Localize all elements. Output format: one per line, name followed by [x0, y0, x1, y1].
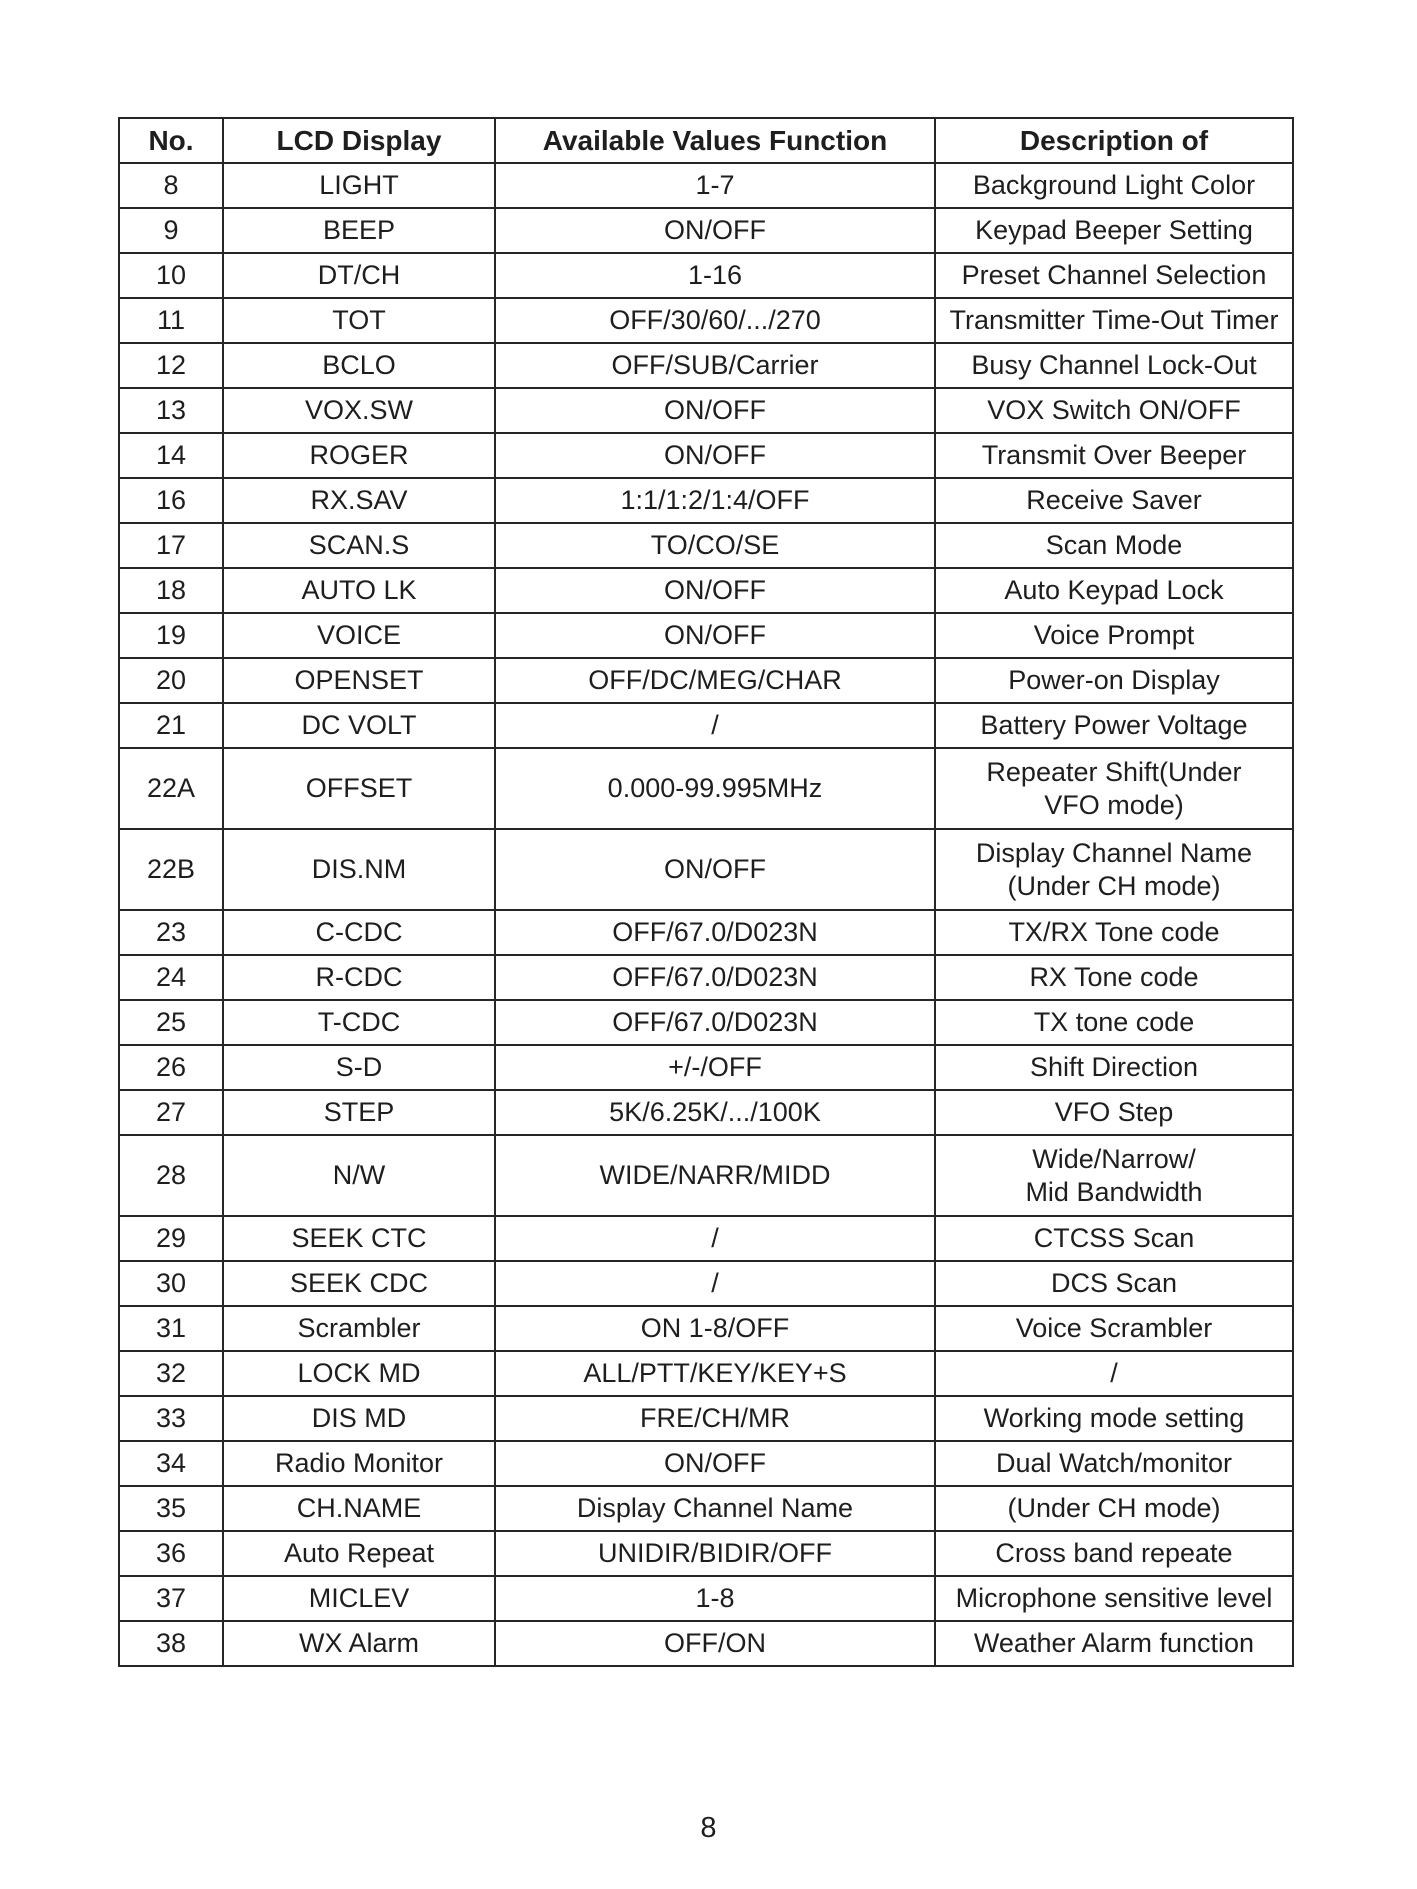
- cell-lcd-display: TOT: [223, 298, 495, 343]
- cell-no: 35: [119, 1486, 223, 1531]
- cell-lcd-display: STEP: [223, 1090, 495, 1135]
- header-description: Description of: [935, 118, 1293, 163]
- cell-available-values: OFF/ON: [495, 1621, 935, 1666]
- cell-lcd-display: BEEP: [223, 208, 495, 253]
- table-row: [119, 829, 1293, 910]
- cell-lcd-display: LOCK MD: [223, 1351, 495, 1396]
- cell-description: RX Tone code: [935, 955, 1293, 1000]
- cell-description: Dual Watch/monitor: [935, 1441, 1293, 1486]
- cell-lcd-display: ROGER: [223, 433, 495, 478]
- cell-description: Auto Keypad Lock: [935, 568, 1293, 613]
- cell-lcd-display: R-CDC: [223, 955, 495, 1000]
- cell-no: 28: [119, 1135, 223, 1216]
- cell-no: 8: [119, 163, 223, 208]
- cell-available-values: OFF/30/60/.../270: [495, 298, 935, 343]
- table-row: [119, 1441, 1293, 1486]
- cell-no: 31: [119, 1306, 223, 1351]
- cell-available-values: +/-/OFF: [495, 1045, 935, 1090]
- table-row: [119, 343, 1293, 388]
- cell-available-values: OFF/67.0/D023N: [495, 955, 935, 1000]
- table-row: [119, 478, 1293, 523]
- cell-lcd-display: Auto Repeat: [223, 1531, 495, 1576]
- cell-description: /: [935, 1351, 1293, 1396]
- table-row: [119, 1045, 1293, 1090]
- cell-available-values: 0.000-99.995MHz: [495, 748, 935, 829]
- table-row: [119, 1576, 1293, 1621]
- cell-description: Receive Saver: [935, 478, 1293, 523]
- cell-available-values: /: [495, 1261, 935, 1306]
- cell-description: Power-on Display: [935, 658, 1293, 703]
- table-row: [119, 1261, 1293, 1306]
- cell-lcd-display: SCAN.S: [223, 523, 495, 568]
- cell-description: VFO Step: [935, 1090, 1293, 1135]
- cell-no: 30: [119, 1261, 223, 1306]
- cell-no: 12: [119, 343, 223, 388]
- cell-no: 33: [119, 1396, 223, 1441]
- cell-lcd-display: RX.SAV: [223, 478, 495, 523]
- cell-lcd-display: C-CDC: [223, 910, 495, 955]
- cell-no: 16: [119, 478, 223, 523]
- cell-description: VOX Switch ON/OFF: [935, 388, 1293, 433]
- table-row: [119, 568, 1293, 613]
- cell-description: Transmit Over Beeper: [935, 433, 1293, 478]
- cell-no: 14: [119, 433, 223, 478]
- table-row: [119, 163, 1293, 208]
- cell-available-values: UNIDIR/BIDIR/OFF: [495, 1531, 935, 1576]
- table-row: [119, 955, 1293, 1000]
- table-row: [119, 208, 1293, 253]
- settings-table-body: [119, 163, 1293, 1666]
- cell-lcd-display: CH.NAME: [223, 1486, 495, 1531]
- table-row: [119, 658, 1293, 703]
- cell-no: 13: [119, 388, 223, 433]
- cell-available-values: ON 1-8/OFF: [495, 1306, 935, 1351]
- cell-no: 10: [119, 253, 223, 298]
- menu-settings-table: [118, 117, 1294, 1667]
- table-row: [119, 253, 1293, 298]
- cell-lcd-display: DIS.NM: [223, 829, 495, 910]
- table-row: [119, 1396, 1293, 1441]
- cell-no: 27: [119, 1090, 223, 1135]
- cell-available-values: ON/OFF: [495, 208, 935, 253]
- cell-description: Preset Channel Selection: [935, 253, 1293, 298]
- cell-no: 17: [119, 523, 223, 568]
- cell-description: Microphone sensitive level: [935, 1576, 1293, 1621]
- table-row: [119, 388, 1293, 433]
- cell-available-values: 1-7: [495, 163, 935, 208]
- cell-no: 36: [119, 1531, 223, 1576]
- cell-lcd-display: OFFSET: [223, 748, 495, 829]
- cell-no: 23: [119, 910, 223, 955]
- cell-description: Working mode setting: [935, 1396, 1293, 1441]
- table-header-row: [119, 118, 1293, 163]
- cell-available-values: 1-16: [495, 253, 935, 298]
- table-row: [119, 523, 1293, 568]
- cell-lcd-display: WX Alarm: [223, 1621, 495, 1666]
- cell-description: Battery Power Voltage: [935, 703, 1293, 748]
- cell-description: CTCSS Scan: [935, 1216, 1293, 1261]
- cell-no: 22B: [119, 829, 223, 910]
- cell-description: Cross band repeate: [935, 1531, 1293, 1576]
- cell-description: Weather Alarm function: [935, 1621, 1293, 1666]
- cell-description: Wide/Narrow/ Mid Bandwidth: [935, 1135, 1293, 1216]
- cell-description: Transmitter Time-Out Timer: [935, 298, 1293, 343]
- header-available-values: Available Values Function: [495, 118, 935, 163]
- header-lcd-display: LCD Display: [223, 118, 495, 163]
- cell-description: Scan Mode: [935, 523, 1293, 568]
- cell-available-values: ON/OFF: [495, 388, 935, 433]
- cell-available-values: ON/OFF: [495, 568, 935, 613]
- cell-no: 19: [119, 613, 223, 658]
- cell-lcd-display: Radio Monitor: [223, 1441, 495, 1486]
- cell-available-values: /: [495, 703, 935, 748]
- cell-lcd-display: MICLEV: [223, 1576, 495, 1621]
- cell-available-values: OFF/67.0/D023N: [495, 1000, 935, 1045]
- table-row: [119, 1486, 1293, 1531]
- table-row: [119, 1621, 1293, 1666]
- cell-no: 38: [119, 1621, 223, 1666]
- cell-lcd-display: N/W: [223, 1135, 495, 1216]
- table-row: [119, 748, 1293, 829]
- cell-description: Background Light Color: [935, 163, 1293, 208]
- cell-available-values: FRE/CH/MR: [495, 1396, 935, 1441]
- cell-lcd-display: SEEK CDC: [223, 1261, 495, 1306]
- cell-description: (Under CH mode): [935, 1486, 1293, 1531]
- cell-available-values: TO/CO/SE: [495, 523, 935, 568]
- cell-lcd-display: VOX.SW: [223, 388, 495, 433]
- cell-description: Voice Prompt: [935, 613, 1293, 658]
- cell-available-values: ON/OFF: [495, 613, 935, 658]
- cell-description: Busy Channel Lock-Out: [935, 343, 1293, 388]
- cell-description: TX/RX Tone code: [935, 910, 1293, 955]
- header-no: No.: [119, 118, 223, 163]
- cell-description: Voice Scrambler: [935, 1306, 1293, 1351]
- cell-available-values: 1-8: [495, 1576, 935, 1621]
- cell-available-values: ON/OFF: [495, 1441, 935, 1486]
- cell-no: 29: [119, 1216, 223, 1261]
- cell-lcd-display: BCLO: [223, 343, 495, 388]
- cell-no: 9: [119, 208, 223, 253]
- cell-no: 37: [119, 1576, 223, 1621]
- table-row: [119, 298, 1293, 343]
- cell-description: Keypad Beeper Setting: [935, 208, 1293, 253]
- cell-lcd-display: DT/CH: [223, 253, 495, 298]
- cell-no: 24: [119, 955, 223, 1000]
- cell-description: Display Channel Name (Under CH mode): [935, 829, 1293, 910]
- cell-no: 25: [119, 1000, 223, 1045]
- cell-available-values: /: [495, 1216, 935, 1261]
- cell-no: 34: [119, 1441, 223, 1486]
- cell-lcd-display: AUTO LK: [223, 568, 495, 613]
- cell-lcd-display: DIS MD: [223, 1396, 495, 1441]
- cell-no: 26: [119, 1045, 223, 1090]
- cell-available-values: 5K/6.25K/.../100K: [495, 1090, 935, 1135]
- cell-available-values: ALL/PTT/KEY/KEY+S: [495, 1351, 935, 1396]
- table-row: [119, 1000, 1293, 1045]
- cell-lcd-display: LIGHT: [223, 163, 495, 208]
- table-row: [119, 1531, 1293, 1576]
- cell-available-values: 1:1/1:2/1:4/OFF: [495, 478, 935, 523]
- cell-no: 18: [119, 568, 223, 613]
- table-row: [119, 433, 1293, 478]
- cell-lcd-display: OPENSET: [223, 658, 495, 703]
- cell-no: 11: [119, 298, 223, 343]
- cell-no: 20: [119, 658, 223, 703]
- cell-available-values: ON/OFF: [495, 829, 935, 910]
- cell-available-values: Display Channel Name: [495, 1486, 935, 1531]
- cell-no: 21: [119, 703, 223, 748]
- cell-lcd-display: T-CDC: [223, 1000, 495, 1045]
- cell-description: TX tone code: [935, 1000, 1293, 1045]
- cell-description: Repeater Shift(Under VFO mode): [935, 748, 1293, 829]
- table-row: [119, 1306, 1293, 1351]
- cell-no: 22A: [119, 748, 223, 829]
- cell-description: Shift Direction: [935, 1045, 1293, 1090]
- cell-no: 32: [119, 1351, 223, 1396]
- cell-available-values: WIDE/NARR/MIDD: [495, 1135, 935, 1216]
- cell-lcd-display: Scrambler: [223, 1306, 495, 1351]
- table-row: [119, 910, 1293, 955]
- cell-lcd-display: S-D: [223, 1045, 495, 1090]
- cell-lcd-display: VOICE: [223, 613, 495, 658]
- cell-available-values: OFF/67.0/D023N: [495, 910, 935, 955]
- table-row: [119, 703, 1293, 748]
- cell-description: DCS Scan: [935, 1261, 1293, 1306]
- cell-available-values: OFF/DC/MEG/CHAR: [495, 658, 935, 703]
- table-row: [119, 1351, 1293, 1396]
- cell-lcd-display: DC VOLT: [223, 703, 495, 748]
- cell-lcd-display: SEEK CTC: [223, 1216, 495, 1261]
- table-row: [119, 613, 1293, 658]
- table-row: [119, 1216, 1293, 1261]
- table-row: [119, 1135, 1293, 1216]
- cell-available-values: OFF/SUB/Carrier: [495, 343, 935, 388]
- table-row: [119, 1090, 1293, 1135]
- page-number: 8: [700, 1812, 717, 1844]
- cell-available-values: ON/OFF: [495, 433, 935, 478]
